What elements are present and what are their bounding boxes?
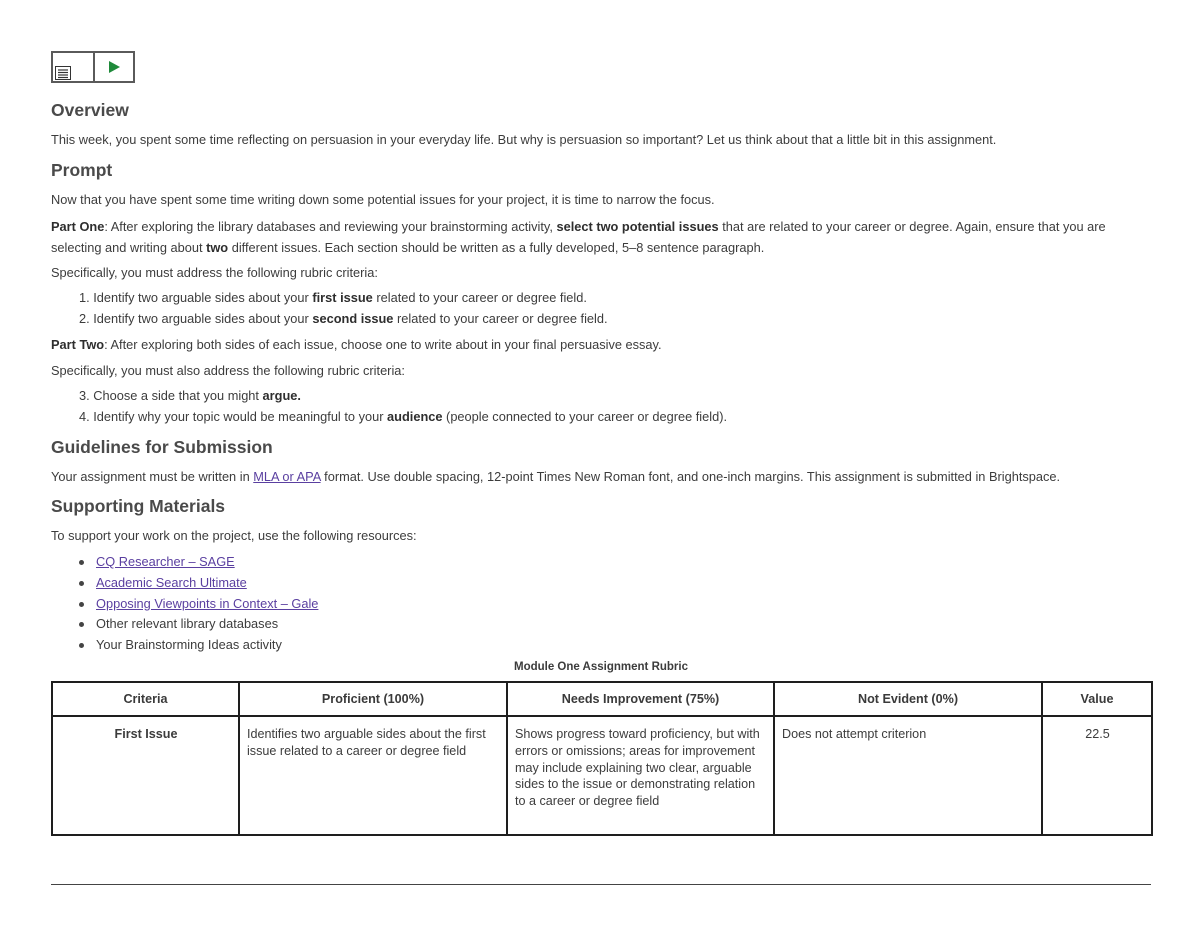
part-one-label: Part One	[51, 219, 105, 234]
table-row	[52, 716, 1152, 835]
header-value: Value	[1042, 682, 1152, 716]
media-toolbar	[51, 51, 135, 83]
list-item: 1. Identify two arguable sides about your first issue related to your career or degree field.	[79, 290, 587, 305]
opposing-viewpoints-link[interactable]: Opposing Viewpoints in Context – Gale	[96, 595, 319, 611]
footer-divider	[51, 884, 1151, 885]
list-item: Your Brainstorming Ideas activity	[77, 635, 318, 656]
guidelines-heading: Guidelines for Submission	[51, 437, 273, 457]
list-item: Other relevant library databases	[77, 614, 318, 635]
list-item	[77, 594, 318, 615]
list-item	[77, 573, 318, 594]
resources-list	[77, 552, 318, 656]
part-one-paragraph: Part One: After exploring the library databases and reviewing your brainstorming activity, select two potential issues that are related to your career or degree. Again, ensure that you are selecting and writing about two different issues. Each section should be written as a fully developed, 5–8 sentence paragraph.	[51, 219, 1106, 255]
supporting-materials-intro: To support your work on the project, use the following resources:	[51, 528, 417, 543]
list-item	[77, 552, 318, 573]
academic-search-link[interactable]: Academic Search Ultimate	[96, 574, 247, 590]
rubric-title: Module One Assignment Rubric	[513, 661, 688, 673]
list-menu-icon	[55, 66, 71, 80]
cell-proficient: Identifies two arguable sides about the first issue related to a career or degree field	[239, 716, 507, 835]
cell-needs-improvement: Shows progress toward proficiency, but with errors or omissions; areas for improvement may include explaining two clear, arguable sides to the issue or demonstrating relation to a career or degree field	[507, 716, 774, 835]
overview-heading: Overview	[51, 100, 129, 120]
cell-criteria: First Issue	[52, 716, 239, 835]
criteria-list-1	[79, 288, 608, 329]
header-criteria: Criteria	[52, 682, 239, 716]
supporting-materials-heading: Supporting Materials	[51, 496, 226, 516]
header-proficient: Proficient (100%)	[239, 682, 507, 716]
table-header-row	[52, 682, 1152, 716]
header-not-evident: Not Evident (0%)	[774, 682, 1042, 716]
guidelines-text: Your assignment must be written in MLA or APA format. Use double spacing, 12-point Times New Roman font, and one-inch margins. This assignment is submitted in Brightspace.	[51, 469, 1061, 484]
menu-button[interactable]	[53, 53, 93, 81]
rubric-table	[51, 681, 1153, 836]
overview-text: This week, you spent some time reflecting on persuasion in your everyday life. But why is persuasion so important? Let us think about that a little bit in this assignment.	[51, 132, 997, 147]
list-item: 2. Identify two arguable sides about your second issue related to your career or degree field.	[79, 310, 608, 326]
criteria-intro-1: Specifically, you must address the following rubric criteria:	[51, 265, 378, 280]
play-button[interactable]	[93, 53, 133, 81]
header-needs-improvement: Needs Improvement (75%)	[507, 682, 774, 716]
criteria-list-2	[79, 386, 727, 427]
prompt-heading: Prompt	[51, 160, 113, 180]
prompt-intro: Now that you have spent some time writing down some potential issues for your project, it is time to narrow the focus.	[51, 192, 715, 207]
play-icon	[107, 60, 121, 74]
list-item: 3. Choose a side that you might argue.	[79, 388, 301, 403]
cell-value: 22.5	[1042, 716, 1152, 835]
cell-not-evident: Does not attempt criterion	[774, 716, 1042, 835]
part-two-label: Part Two	[51, 337, 105, 352]
part-two-paragraph: Part Two: After exploring both sides of each issue, choose one to write about in your final persuasive essay.	[51, 337, 662, 352]
criteria-intro-2: Specifically, you must also address the following rubric criteria:	[51, 363, 405, 378]
list-item: 4. Identify why your topic would be meaningful to your audience (people connected to your career or degree field).	[79, 408, 728, 424]
cq-researcher-link[interactable]: CQ Researcher – SAGE	[96, 554, 235, 569]
mla-apa-link[interactable]: MLA or APA	[253, 469, 321, 484]
